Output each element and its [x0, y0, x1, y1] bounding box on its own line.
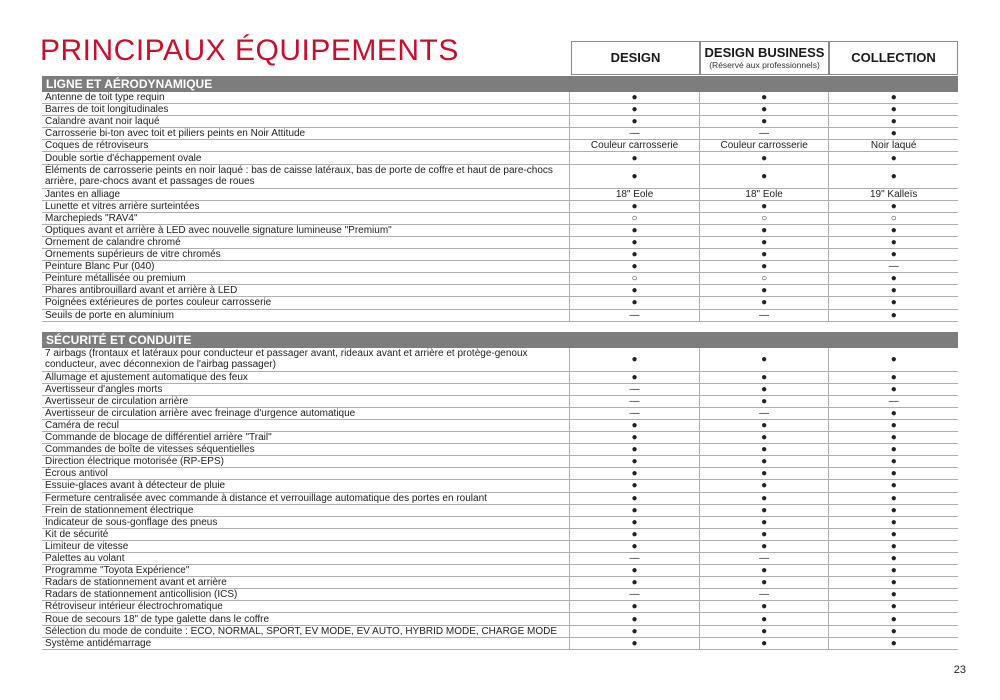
feature-value: ●: [569, 261, 699, 272]
feature-value: ○: [699, 213, 829, 224]
feature-value: ●: [569, 601, 699, 612]
feature-value: ●: [828, 517, 958, 528]
feature-label: Sélection du mode de conduite : ECO, NORMAL, SPORT, EV MODE, EV AUTO, HYBRID MODE, CHARGE MODE: [45, 625, 558, 637]
feature-value: ●: [569, 565, 699, 576]
feature-label: Avertisseur de circulation arrière: [45, 395, 189, 407]
feature-value: —: [699, 589, 829, 600]
feature-value: ●: [828, 348, 958, 371]
feature-value: ●: [699, 444, 829, 455]
feature-value: —: [699, 408, 829, 419]
feature-value: ●: [828, 92, 958, 103]
feature-value: ●: [699, 565, 829, 576]
feature-label: Seuils de porte en aluminium: [45, 309, 174, 321]
feature-value: ●: [828, 297, 958, 308]
column-header-label: COLLECTION: [851, 50, 936, 65]
feature-value: ●: [699, 541, 829, 552]
feature-label: Palettes au volant: [45, 553, 125, 565]
feature-value: ●: [828, 384, 958, 395]
table-row: [42, 613, 958, 625]
table-row: [42, 408, 958, 420]
feature-value: ●: [569, 480, 699, 491]
feature-value: ●: [569, 432, 699, 443]
feature-value: ●: [699, 152, 829, 163]
feature-label: Jantes en alliage: [45, 188, 121, 200]
feature-label: Commandes de boîte de vitesses séquentielles: [45, 444, 255, 456]
feature-label: Calandre avant noir laqué: [45, 116, 160, 128]
feature-value: ●: [828, 638, 958, 649]
feature-label: Direction électrique motorisée (RP-EPS): [45, 456, 224, 468]
feature-value: ●: [699, 384, 829, 395]
feature-value: ●: [828, 626, 958, 637]
feature-value: ●: [828, 589, 958, 600]
feature-value: ●: [699, 285, 829, 296]
column-header-note: (Réservé aux professionnels): [709, 59, 820, 70]
column-header-label: DESIGN BUSINESS: [704, 44, 825, 60]
feature-value: ●: [828, 201, 958, 212]
feature-value: ●: [569, 348, 699, 371]
feature-value: ●: [828, 249, 958, 260]
table-row: [42, 480, 958, 492]
table-row: [42, 505, 958, 517]
feature-value: 18" Eole: [569, 189, 699, 200]
feature-value: ●: [569, 225, 699, 236]
table-row: [42, 273, 958, 285]
feature-label: Coques de rétroviseurs: [45, 140, 149, 152]
feature-label: Caméra de recul: [45, 420, 119, 432]
feature-label: Optiques avant et arrière à LED avec nouvelle signature lumineuse "Premium": [45, 224, 392, 236]
feature-value: ●: [569, 372, 699, 383]
feature-value: ●: [569, 297, 699, 308]
feature-value: ●: [569, 456, 699, 467]
feature-value: —: [569, 408, 699, 419]
feature-value: ●: [699, 432, 829, 443]
table-row: [42, 444, 958, 456]
table-row: [42, 541, 958, 553]
feature-value: ●: [828, 456, 958, 467]
table-row: [42, 189, 958, 201]
table-row: [42, 116, 958, 128]
feature-value: ●: [699, 237, 829, 248]
feature-value: ●: [828, 480, 958, 491]
feature-value: ●: [569, 505, 699, 516]
table-row: [42, 104, 958, 116]
feature-value: ●: [699, 201, 829, 212]
feature-value: ●: [699, 493, 829, 504]
feature-label: Éléments de carrosserie peints en noir laqué : bas de caisse latéraux, bas de porte de coffre et haut de pare-chocs arrière, pare-chocs avant et passages de roues: [45, 165, 553, 188]
table-row: [42, 577, 958, 589]
feature-value: ●: [828, 577, 958, 588]
feature-label: Ornement de calandre chromé: [45, 236, 181, 248]
feature-value: ●: [828, 237, 958, 248]
feature-value: ●: [569, 92, 699, 103]
table-row: [42, 297, 958, 309]
feature-value: ●: [569, 626, 699, 637]
feature-value: ●: [828, 152, 958, 163]
feature-value: ●: [569, 152, 699, 163]
feature-label: Avertisseur de circulation arrière avec freinage d'urgence automatique: [45, 407, 356, 419]
feature-label: Fermeture centralisée avec commande à distance et verrouillage automatique des portes en roulant: [45, 492, 487, 504]
feature-label: Marchepieds "RAV4": [45, 212, 138, 224]
feature-value: 19" Kalleïs: [828, 189, 958, 200]
feature-value: ●: [699, 116, 829, 127]
feature-value: ●: [828, 493, 958, 504]
feature-value: ●: [569, 420, 699, 431]
feature-value: ●: [699, 577, 829, 588]
feature-label: Allumage et ajustement automatique des feux: [45, 371, 248, 383]
table-row: [42, 529, 958, 541]
table-row: [42, 310, 958, 322]
feature-value: ●: [699, 529, 829, 540]
feature-value: —: [569, 310, 699, 321]
feature-label: Frein de stationnement électrique: [45, 504, 194, 516]
feature-value: ●: [699, 517, 829, 528]
feature-value: ●: [569, 237, 699, 248]
feature-value: ●: [699, 261, 829, 272]
table-row: [42, 213, 958, 225]
feature-value: Noir laqué: [828, 140, 958, 151]
table-row: [42, 237, 958, 249]
table-row: [42, 128, 958, 140]
feature-value: ●: [828, 468, 958, 479]
feature-label: Phares antibrouillard avant et arrière à LED: [45, 285, 238, 297]
feature-value: ●: [699, 613, 829, 624]
feature-value: ●: [828, 165, 958, 188]
feature-value: ●: [828, 529, 958, 540]
feature-value: ●: [828, 420, 958, 431]
feature-value: —: [569, 128, 699, 139]
feature-label: Poignées extérieures de portes couleur carrosserie: [45, 297, 272, 309]
feature-value: ○: [569, 213, 699, 224]
feature-label: Peinture Blanc Pur (040): [45, 261, 155, 273]
table-row: [42, 468, 958, 480]
feature-value: ●: [699, 249, 829, 260]
feature-value: ●: [699, 92, 829, 103]
feature-value: ●: [699, 225, 829, 236]
feature-value: ●: [569, 468, 699, 479]
feature-value: ●: [699, 468, 829, 479]
feature-value: ○: [569, 273, 699, 284]
table-row: [42, 396, 958, 408]
feature-label: Programme "Toyota Expérience": [45, 565, 190, 577]
feature-label: Antenne de toit type requin: [45, 92, 165, 104]
table-row: [42, 384, 958, 396]
feature-value: ●: [828, 432, 958, 443]
feature-value: ●: [699, 601, 829, 612]
feature-value: ●: [569, 249, 699, 260]
feature-label: Roue de secours 18" de type galette dans le coffre: [45, 613, 270, 625]
feature-label: Rétroviseur intérieur électrochromatique: [45, 601, 223, 613]
feature-value: ●: [699, 104, 829, 115]
feature-label: Barres de toit longitudinales: [45, 104, 169, 116]
column-header-design-business: [700, 41, 829, 75]
feature-value: ●: [828, 613, 958, 624]
feature-value: ●: [828, 310, 958, 321]
feature-label: Indicateur de sous-gonflage des pneus: [45, 516, 218, 528]
feature-label: Système antidémarrage: [45, 637, 152, 649]
feature-value: —: [569, 384, 699, 395]
feature-value: Couleur carrosserie: [699, 140, 829, 151]
column-header-label: DESIGN: [610, 50, 661, 65]
feature-value: ●: [569, 201, 699, 212]
table-row: [42, 152, 958, 164]
column-header-design: [571, 41, 700, 75]
feature-label: Radars de stationnement anticollision (ICS): [45, 589, 238, 601]
feature-value: ●: [569, 104, 699, 115]
feature-value: ●: [569, 165, 699, 188]
feature-value: ●: [699, 420, 829, 431]
feature-value: ●: [828, 541, 958, 552]
feature-value: ●: [828, 273, 958, 284]
feature-value: ●: [569, 285, 699, 296]
feature-value: ●: [699, 297, 829, 308]
feature-value: ●: [828, 505, 958, 516]
table-row: [42, 626, 958, 638]
feature-value: ●: [828, 601, 958, 612]
feature-value: ●: [569, 541, 699, 552]
table-row: [42, 456, 958, 468]
feature-value: ●: [828, 553, 958, 564]
feature-label: Lunette et vitres arrière surteintées: [45, 200, 200, 212]
feature-value: ○: [699, 273, 829, 284]
table-row: [42, 565, 958, 577]
page-title: PRINCIPAUX ÉQUIPEMENTS: [40, 34, 459, 67]
table-row: [42, 638, 958, 650]
column-header-collection: [829, 41, 958, 75]
equipment-table: [42, 76, 958, 650]
section-header: SÉCURITÉ ET CONDUITE: [42, 332, 958, 348]
feature-value: ●: [828, 225, 958, 236]
table-row: [42, 261, 958, 273]
feature-label: Limiteur de vitesse: [45, 540, 129, 552]
feature-label: Radars de stationnement avant et arrière: [45, 577, 227, 589]
feature-value: ●: [828, 565, 958, 576]
feature-value: ●: [699, 626, 829, 637]
feature-value: ●: [828, 408, 958, 419]
feature-value: —: [569, 396, 699, 407]
table-row: [42, 517, 958, 529]
feature-label: Kit de sécurité: [45, 528, 109, 540]
feature-label: Écrous antivol: [45, 468, 108, 480]
table-row: [42, 372, 958, 384]
feature-value: —: [569, 589, 699, 600]
feature-label: Ornements supérieurs de vitre chromés: [45, 249, 221, 261]
feature-value: Couleur carrosserie: [569, 140, 699, 151]
page-number: 23: [953, 664, 966, 676]
table-row: [42, 249, 958, 261]
feature-value: ●: [828, 116, 958, 127]
feature-value: ●: [828, 285, 958, 296]
feature-value: ●: [569, 493, 699, 504]
feature-value: ○: [828, 213, 958, 224]
table-row: [42, 140, 958, 152]
feature-value: ●: [569, 517, 699, 528]
feature-value: —: [699, 310, 829, 321]
feature-label: Avertisseur d'angles morts: [45, 383, 163, 395]
table-row: [42, 589, 958, 601]
table-row: [42, 92, 958, 104]
feature-value: ●: [828, 372, 958, 383]
feature-value: —: [569, 553, 699, 564]
feature-value: ●: [828, 104, 958, 115]
feature-label: Commande de blocage de différentiel arrière "Trail": [45, 432, 272, 444]
feature-value: —: [828, 396, 958, 407]
feature-value: 18" Eole: [699, 189, 829, 200]
feature-value: ●: [699, 372, 829, 383]
feature-value: ●: [828, 128, 958, 139]
feature-value: ●: [699, 505, 829, 516]
feature-value: —: [699, 553, 829, 564]
table-row: [42, 165, 958, 189]
table-row: [42, 225, 958, 237]
feature-label: Peinture métallisée ou premium: [45, 273, 186, 285]
feature-value: ●: [569, 577, 699, 588]
table-row: [42, 601, 958, 613]
feature-value: ●: [569, 444, 699, 455]
feature-value: ●: [699, 165, 829, 188]
table-row: [42, 553, 958, 565]
feature-value: ●: [569, 116, 699, 127]
feature-value: ●: [569, 638, 699, 649]
feature-label: Carrosserie bi-ton avec toit et piliers peints en Noir Attitude: [45, 128, 306, 140]
feature-label: 7 airbags (frontaux et latéraux pour conducteur et passager avant, rideaux avant et arrière et protège-genoux conducteur, avec déconnexion de l'airbag passager): [45, 348, 528, 371]
feature-value: ●: [569, 529, 699, 540]
table-row: [42, 285, 958, 297]
feature-value: —: [828, 261, 958, 272]
section-header: LIGNE ET AÉRODYNAMIQUE: [42, 76, 958, 92]
feature-label: Essuie-glaces avant à détecteur de pluie: [45, 480, 226, 492]
feature-value: ●: [699, 638, 829, 649]
feature-value: ●: [699, 348, 829, 371]
feature-value: ●: [828, 444, 958, 455]
feature-value: ●: [569, 613, 699, 624]
feature-value: ●: [699, 456, 829, 467]
table-row: [42, 493, 958, 505]
table-row: [42, 348, 958, 372]
table-row: [42, 420, 958, 432]
feature-value: —: [699, 128, 829, 139]
feature-label: Double sortie d'échappement ovale: [45, 152, 202, 164]
feature-value: ●: [699, 396, 829, 407]
table-row: [42, 201, 958, 213]
feature-value: ●: [699, 480, 829, 491]
table-row: [42, 432, 958, 444]
